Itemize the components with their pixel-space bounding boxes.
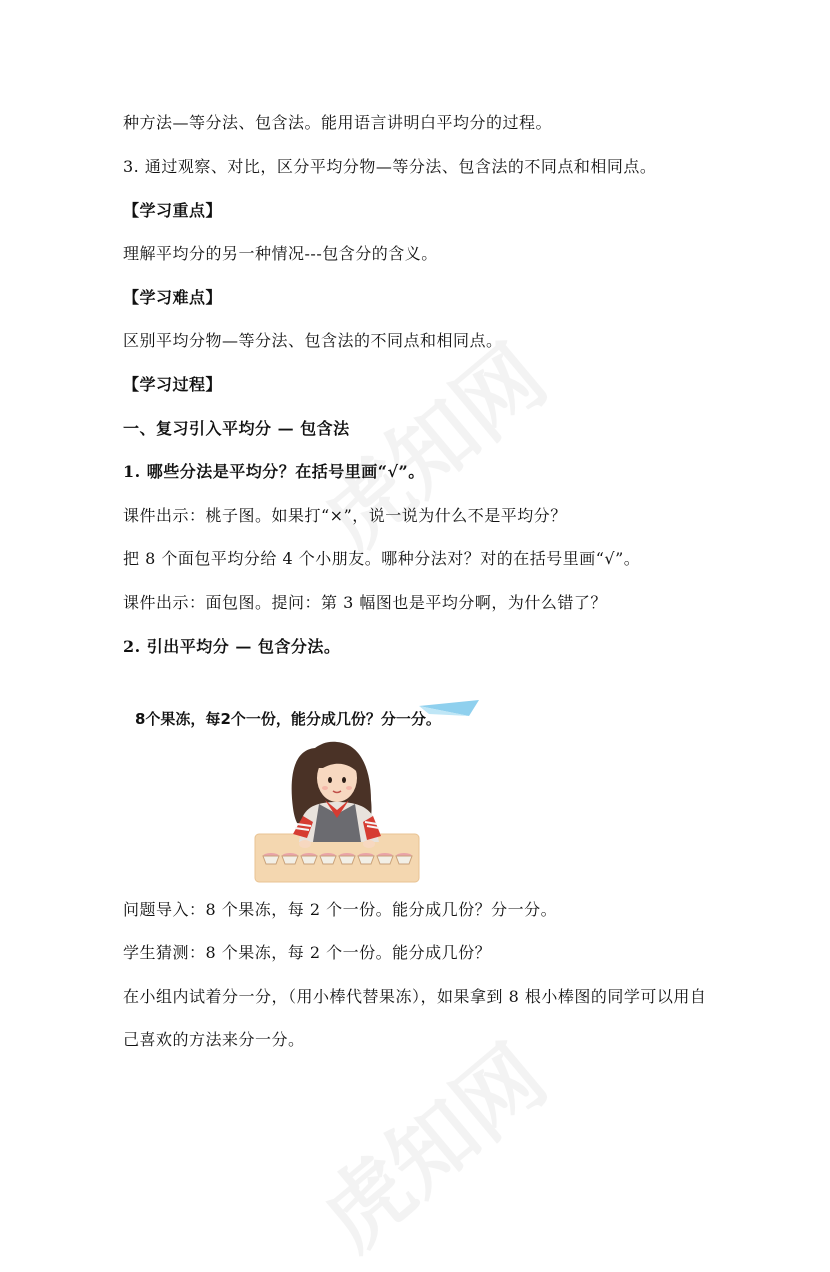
paragraph-line: 在小组内试着分一分，（用小棒代替果冻），如果拿到 8 根小棒图的同学可以用自 xyxy=(123,987,707,1006)
section-heading-difficulties: 【学习难点】 xyxy=(123,288,223,307)
subsection-heading: 1. 哪些分法是平均分？在括号里画“√”。 xyxy=(123,462,425,481)
paragraph-line: 把 8 个面包平均分给 4 个小朋友。哪种分法对？对的在括号里画“√”。 xyxy=(123,549,641,568)
paragraph-line: 课件出示：面包图。提问：第 3 幅图也是平均分啊，为什么错了？ xyxy=(123,593,607,612)
figure-caption: 8个果冻，每2个一份，能分成几份？分一分。 xyxy=(135,710,441,728)
subsection-heading: 2. 引出平均分 — 包含分法。 xyxy=(123,637,341,656)
paragraph-line: 理解平均分的另一种情况---包含分的含义。 xyxy=(123,244,438,263)
girl-with-jellies-drawing xyxy=(253,738,423,888)
watermark-lower xyxy=(290,1012,567,1272)
paragraph-line: 区别平均分物—等分法、包含法的不同点和相同点。 xyxy=(123,331,503,350)
paragraph-line: 3. 通过观察、对比，区分平均分物—等分法、包含法的不同点和相同点。 xyxy=(123,157,657,176)
paragraph-line: 问题导入：8 个果冻，每 2 个一份。能分成几份？分一分。 xyxy=(123,900,558,919)
section-heading-process: 【学习过程】 xyxy=(123,375,223,394)
section-heading-key-points: 【学习重点】 xyxy=(123,201,223,220)
subsection-heading: 一、复习引入平均分 — 包含法 xyxy=(123,419,350,438)
paragraph-line: 课件出示：桃子图。如果打“×”，说一说为什么不是平均分？ xyxy=(123,506,567,525)
paragraph-line: 学生猜测：8 个果冻，每 2 个一份。能分成几份？ xyxy=(123,943,492,962)
jelly-illustration xyxy=(123,698,493,888)
paragraph-line: 种方法—等分法、包含法。能用语言讲明白平均分的过程。 xyxy=(123,113,553,132)
paragraph-line: 己喜欢的方法来分一分。 xyxy=(123,1030,305,1049)
